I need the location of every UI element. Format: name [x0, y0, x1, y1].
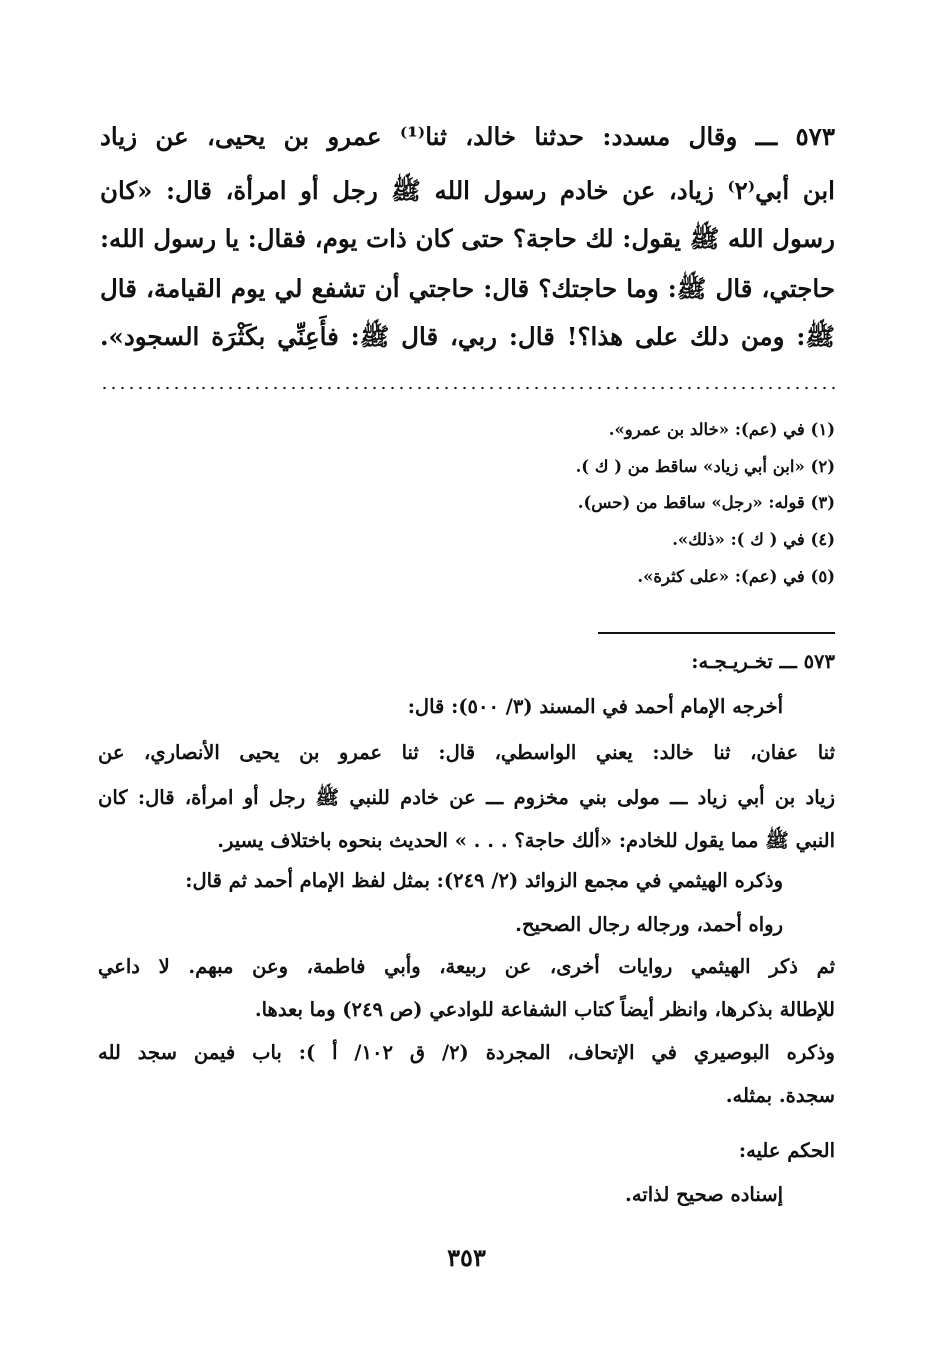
takhrij-line: سجدة. بمثله.: [725, 1084, 835, 1107]
takhrij-line: وذكره الهيثمي في مجمع الزوائد (٢/ ٢٤٩): بمثل لفظ الإمام أحمد ثم قال:: [185, 869, 783, 892]
takhrij-heading: ٥٧٣ ـــ تخـريـجـه:: [691, 650, 835, 673]
takhrij-line: زياد بن أبي زياد ـــ مولى بني مخزوم ـــ عن خادم للنبي ﷺ رجل أو امرأة، قال: كان: [98, 786, 835, 809]
takhrij-line: للإطالة بذكرها، وانظر أيضاً كتاب الشفاعة للوادعي (ص ٢٤٩) وما بعدها.: [254, 998, 835, 1021]
takhrij-line: أخرجه الإمام أحمد في المسند (٣/ ٥٠٠): قال:: [407, 695, 783, 718]
takhrij-line: وذكره البوصيري في الإتحاف، المجردة (٢/ ق ١٠٢/ أ ): باب فيمن سجد لله: [98, 1041, 835, 1064]
hadith-line: ٥٧٣ ـــ وقال مسدد: حدثنا خالد، ثنا⁽¹⁾ عمرو بن يحيى، عن زياد: [100, 122, 835, 151]
footnote-separator: [100, 384, 835, 392]
page-number: ٣٥٣: [447, 1243, 486, 1272]
hadith-line: رسول الله ﷺ يقول: لك حاجة؟ حتى كان ذات يوم، فقال: يا رسول الله:: [100, 224, 835, 253]
takhrij-line: رواه أحمد، ورجاله رجال الصحيح.: [515, 913, 783, 936]
ruling-text: إسناده صحيح لذاته.: [625, 1183, 783, 1206]
footnote: (٤) في ( ك ): «ذلك».: [672, 530, 835, 549]
footnote: (٢) «ابن أبي زياد» ساقط من ( ك ).: [575, 457, 835, 476]
footnote: (١) في (عم): «خالد بن عمرو».: [608, 420, 835, 439]
section-rule: [598, 632, 835, 634]
hadith-line: ابن أبي⁽٢⁾ زياد، عن خادم رسول الله ﷺ رجل أو امرأة، قال: «كان: [100, 176, 835, 205]
ruling-heading: الحكم عليه:: [738, 1139, 835, 1162]
hadith-line: حاجتي، قال ﷺ: وما حاجتك؟ قال: حاجتي أن تشفع لي يوم القيامة، قال: [100, 274, 835, 303]
takhrij-line: النبي ﷺ مما يقول للخادم: «ألك حاجة؟ . . . » الحديث بنحوه باختلاف يسير.: [217, 829, 835, 852]
takhrij-line: ثم ذكر الهيثمي روايات أخرى، عن ربيعة، وأبي فاطمة، وعن مبهم. لا داعي: [98, 955, 835, 978]
takhrij-line: ثنا عفان، ثنا خالد: يعني الواسطي، قال: ثنا عمرو بن يحيى الأنصاري، عن: [98, 741, 835, 764]
hadith-line: ﷺ: ومن دلك على هذا؟! قال: ربي، قال ﷺ: فأَعِنِّي بكَثْرَة السجود».: [100, 322, 835, 351]
footnote: (٥) في (عم): «على كثرة».: [637, 567, 835, 586]
footnote: (٣) قوله: «رجل» ساقط من (حس).: [577, 493, 835, 512]
